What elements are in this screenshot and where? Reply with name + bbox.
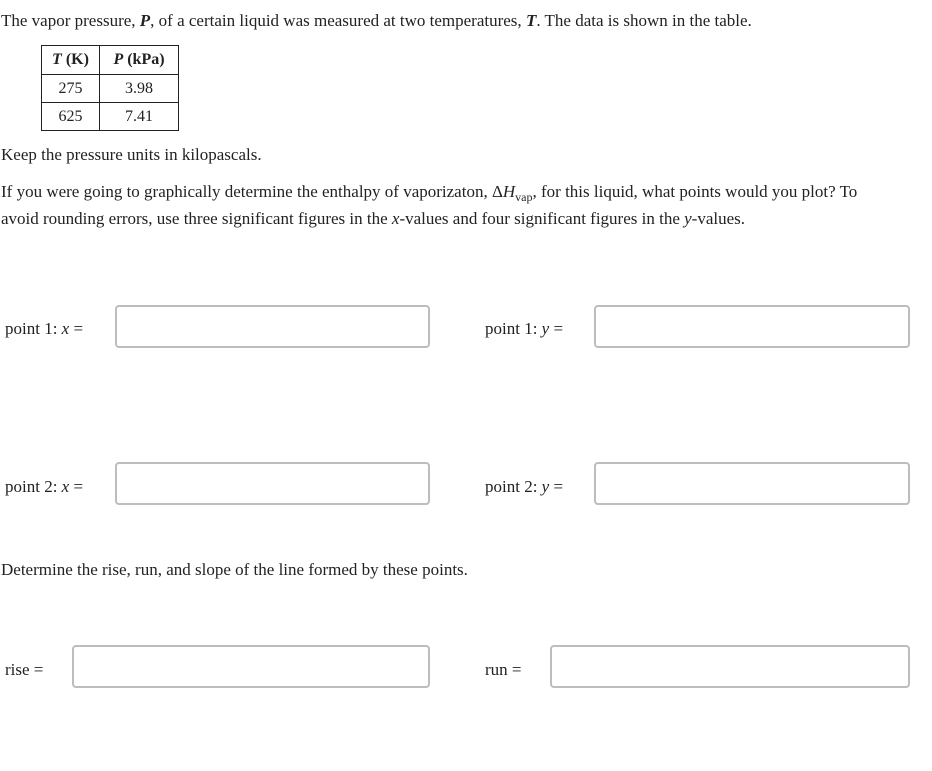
rise-label: rise = bbox=[5, 660, 44, 679]
point2-y-input[interactable] bbox=[594, 462, 910, 505]
point1-x-label: point 1: x = bbox=[5, 319, 84, 338]
question-line-1: If you were going to graphically determine the enthalpy of vaporizaton, $\Delta H_{vap}$, for this liquid, what points would you plot? To bbox=[1, 182, 858, 204]
variable-t: T bbox=[525, 11, 537, 30]
header-pressure: P (kPa) bbox=[100, 46, 179, 75]
table-header-row bbox=[42, 46, 179, 75]
header-temperature: T (K) bbox=[42, 46, 100, 75]
table-row bbox=[42, 103, 179, 131]
cell-pressure: 7.41 bbox=[100, 103, 179, 131]
cell-temperature: 275 bbox=[42, 75, 100, 103]
point1-y-input[interactable] bbox=[594, 305, 910, 348]
units-note: Keep the pressure units in kilopascals. bbox=[1, 145, 262, 164]
data-table bbox=[41, 45, 179, 131]
slope-prompt: Determine the rise, run, and slope of the line formed by these points. bbox=[1, 560, 468, 579]
cell-temperature: 625 bbox=[42, 103, 100, 131]
variable-p: P bbox=[139, 11, 151, 30]
vap-subscript: vap bbox=[515, 190, 533, 204]
intro-text: The vapor pressure, P, of a certain liquid was measured at two temperatures, T. The data is shown in the table. bbox=[1, 11, 752, 30]
cell-pressure: 3.98 bbox=[100, 75, 179, 103]
run-input[interactable] bbox=[550, 645, 910, 688]
point1-x-input[interactable] bbox=[115, 305, 430, 348]
table-row bbox=[42, 75, 179, 103]
point2-x-input[interactable] bbox=[115, 462, 430, 505]
question-line-2: avoid rounding errors, use three significant figures in the x-values and four significant figures in the y-values. bbox=[1, 209, 746, 228]
point1-y-label: point 1: y = bbox=[485, 319, 564, 338]
enthalpy-symbol: H bbox=[502, 182, 516, 201]
run-label: run = bbox=[485, 660, 522, 679]
point2-y-label: point 2: y = bbox=[485, 477, 564, 496]
rise-input[interactable] bbox=[72, 645, 430, 688]
delta-symbol: Δ bbox=[491, 182, 503, 201]
point2-x-label: point 2: x = bbox=[5, 477, 84, 496]
